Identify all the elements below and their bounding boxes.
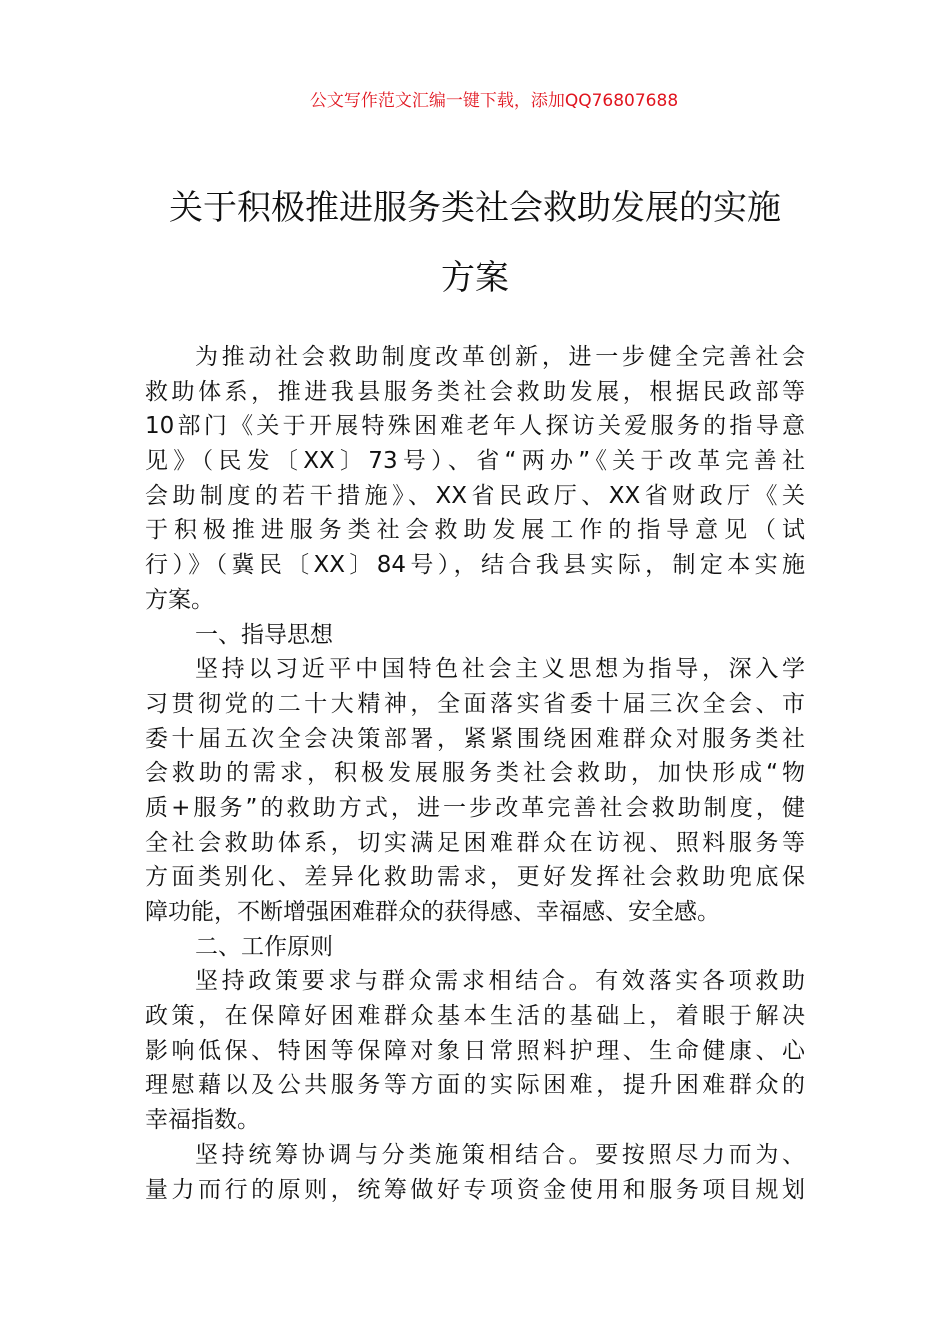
text-line: 全社会救助体系，切实满足困难群众在访视、照料服务等 <box>145 829 805 856</box>
text-line: 见》（民发〔XX〕73号）、省“两办”《关于改革完善社 <box>145 448 805 475</box>
text-line: 会救助的需求，积极发展服务类社会救助，加快形成“物 <box>145 760 805 787</box>
text-line: 救助体系，推进我县服务类社会救助发展，根据民政部等 <box>145 378 805 405</box>
document-body <box>145 340 805 1207</box>
text-line: 坚持政策要求与群众需求相结合。有效落实各项救助 <box>195 968 805 995</box>
text-line: 理慰藉以及公共服务等方面的实际困难，提升困难群众的 <box>145 1072 805 1099</box>
text-line: 会助制度的若干措施》、XX省民政厅、XX省财政厅《关 <box>145 482 805 509</box>
text-line: 二、工作原则 <box>195 933 333 960</box>
document-title-line-2: 方案 <box>441 258 509 298</box>
text-line: 习贯彻党的二十大精神，全面落实省委十届三次全会、市 <box>145 690 805 717</box>
text-line: 幸福指数。 <box>145 1107 260 1134</box>
download-banner: 公文写作范文汇编一键下载，添加QQ76807688 <box>309 91 679 111</box>
text-line: 为推动社会救助制度改革创新，进一步健全完善社会 <box>195 344 805 370</box>
text-line: 方案。 <box>145 586 214 613</box>
document-title-line-1: 关于积极推进服务类社会救助发展的实施 <box>169 188 781 228</box>
text-line: 坚持以习近平中国特色社会主义思想为指导，深入学 <box>195 656 805 683</box>
text-line: 行）》（冀民〔XX〕84号），结合我县实际，制定本实施 <box>145 552 805 579</box>
text-line: 坚持统筹协调与分类施策相结合。要按照尽力而为、 <box>195 1141 805 1168</box>
text-line: 量力而行的原则，统筹做好专项资金使用和服务项目规划 <box>145 1176 805 1203</box>
text-line: 政策，在保障好困难群众基本生活的基础上，着眼于解决 <box>145 1003 805 1030</box>
text-line: 质+服务”的救助方式，进一步改革完善社会救助制度，健 <box>145 794 805 821</box>
text-line: 障功能，不断增强困难群众的获得感、幸福感、安全感。 <box>145 899 720 925</box>
text-line: 一、指导思想 <box>195 621 333 648</box>
text-line: 方面类别化、差异化救助需求，更好发挥社会救助兜底保 <box>145 864 805 891</box>
text-line: 10部门《关于开展特殊困难老年人探访关爱服务的指导意 <box>145 413 805 440</box>
text-line: 影响低保、特困等保障对象日常照料护理、生命健康、心 <box>145 1037 805 1064</box>
text-line: 于积极推进服务类社会救助发展工作的指导意见（试 <box>145 517 805 544</box>
text-line: 委十届五次全会决策部署，紧紧围绕困难群众对服务类社 <box>145 725 805 752</box>
